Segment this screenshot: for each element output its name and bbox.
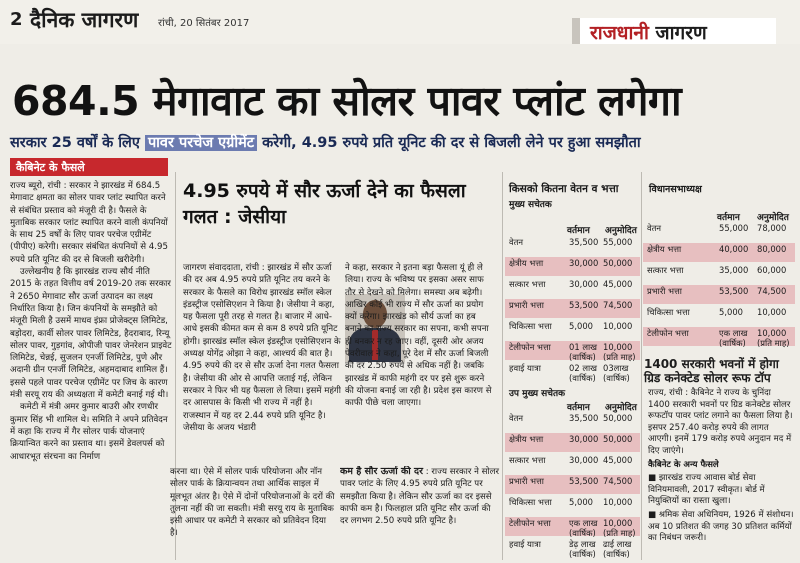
speaker-current: 35,000 — [719, 265, 749, 275]
speaker-current: 53,500 — [719, 286, 749, 296]
speaker-row — [643, 264, 795, 283]
chief-whip-approved: 03लाख (वार्षिक) — [603, 363, 630, 383]
col-head-approved: अनुमोदित — [605, 226, 637, 236]
chief-whip-label: टेलीफोन भत्ता — [509, 342, 551, 352]
chief-whip-row — [505, 299, 640, 318]
speaker-row — [643, 285, 795, 304]
deputy-whip-label: क्षेत्रीय भत्ता — [509, 434, 544, 444]
deputy-whip-row — [505, 475, 640, 494]
speaker-approved: 60,000 — [757, 265, 787, 275]
deputy-whip-row — [505, 454, 640, 473]
deputy-whip-approved: 10,000 — [603, 497, 633, 507]
chief-whip-row — [505, 236, 640, 255]
deputy-whip-row — [505, 433, 640, 452]
salary-table — [505, 178, 640, 562]
speaker-current: एक लाख (वार्षिक) — [719, 328, 748, 348]
main-headline: 684.5 मेगावाट का सोलर पावर प्लांट लगेगा — [12, 77, 682, 125]
deputy-whip-row — [505, 517, 640, 536]
speaker-col-head-current: वर्तमान — [717, 213, 740, 223]
deputy-whip-current: 5,000 — [569, 497, 593, 507]
rooftop-headline: 1400 सरकारी भवनों में होगा ग्रिड कनेक्टेड सोलर रूफ टॉप — [644, 357, 779, 385]
col1-para-3: कमेटी में मंत्री अमर कुमार बाउरी और रणधीर कुमार सिंह भी शामिल थे। समिति ने अपने प्रतिवेदन में कहा कि राज्य में गैर सोलर पार्क योजनाएं क्रियान्वित करने का प्रस्ताव था। इसमें डेवलपर्स को आधारभूत संरचना का निर्माण — [10, 402, 168, 462]
chief-whip-approved: 55,000 — [603, 237, 633, 247]
deputy-whip-row — [505, 496, 640, 515]
chief-whip-label: सत्कार भत्ता — [509, 279, 546, 289]
other-decisions-head: कैबिनेट के अन्य फैसले — [648, 459, 719, 470]
chief-whip-approved: 45,000 — [603, 279, 633, 289]
chief-whip-label: चिकित्सा भत्ता — [509, 321, 552, 331]
rate-box-body: : राज्य सरकार ने सोलर पावर प्लांट के लिए 4.95 रुपये प्रति यूनिट पर समझौता किया है। लेकिन सौर ऊर्जा का दर इससे काफी कम है। फिलहाल प्रति यूनिट सौर ऊर्जा की दर लगभग 2.50 रुपये प्रति यूनिट है। — [340, 467, 499, 527]
chief-whip-current: 01 लाख (वार्षिक) — [569, 342, 598, 362]
chief-whip-current: 5,000 — [569, 321, 593, 331]
chief-whip-row — [505, 278, 640, 297]
paper-name: दैनिक जागरण — [30, 8, 139, 32]
speaker-label: क्षेत्रीय भत्ता — [647, 244, 682, 254]
speaker-approved: 74,500 — [757, 286, 787, 296]
rate-box — [340, 466, 500, 562]
col-head-current: वर्तमान — [567, 226, 590, 236]
speaker-row — [643, 243, 795, 262]
col-head-approved-2: अनुमोदित — [605, 403, 637, 413]
deputy-whip-approved: 10,000 (प्रति माह) — [603, 518, 636, 538]
deputy-whip-row — [505, 412, 640, 431]
rooftop-text: राज्य, रांची : कैबिनेट ने राज्य के चुनिंदा 1400 सरकारी भवनों पर ग्रिड कनेक्टेड सोलर रूफटॉप पावर प्लांट लगाने का फैसला लिया है। इसपर 257.40 करोड़ रुपये की लागत आएगी। इनमें 179 करोड़ रुपये अनुदान मद में दिए जाएंगे। — [648, 388, 793, 456]
chief-whip-current: 30,000 — [569, 258, 599, 268]
cabinet-decisions-tag: कैबिनेट के फैसले — [10, 158, 168, 176]
col1-para-1: राज्य ब्यूरो, रांची : सरकार ने झारखंड में 684.5 मेगावाट क्षमता का सोलर पावर प्लांट स्थापित करने से संबंधित प्रस्ताव को मंजूरी दी है। फैसले के मुताबिक सरकार प्लांट स्थापित करने वाली कंपनियों के साथ 25 वर्षों के लिए पावर परचेज एग्रीमेंट (पीपीए) करेगी। सरकार संबंधित कंपनियों से 4.95 रुपये प्रति यूनिट की दर से बिजली खरीदेगी। — [10, 181, 168, 265]
deputy-whip-label: चिकित्सा भत्ता — [509, 497, 552, 507]
deputy-whip-current: 30,000 — [569, 455, 599, 465]
chief-whip-row — [505, 341, 640, 360]
jesia-title: 4.95 रुपये में सौर ऊर्जा देने का फैसला गलत : जेसीया — [183, 180, 466, 228]
speaker-row — [643, 222, 795, 241]
deputy-whip-current: 35,500 — [569, 413, 599, 423]
deputy-whip-approved: 45,000 — [603, 455, 633, 465]
col-head-current-2: वर्तमान — [567, 403, 590, 413]
subheadline — [10, 132, 800, 152]
deputy-whip-label: प्रभारी भत्ता — [509, 476, 544, 486]
article-col-2-bottom — [170, 466, 336, 562]
chief-whip-row — [505, 362, 640, 381]
deputy-whip-label: सत्कार भत्ता — [509, 455, 546, 465]
chief-whip-approved: 10,000 — [603, 321, 633, 331]
chief-whip-current: 02 लाख (वार्षिक) — [569, 363, 598, 383]
speaker-label: चिकित्सा भत्ता — [647, 307, 690, 317]
deputy-whip-current: 53,500 — [569, 476, 599, 486]
chief-whip-label: प्रभारी भत्ता — [509, 300, 544, 310]
chief-whip-current: 30,000 — [569, 279, 599, 289]
chief-whip-current: 53,500 — [569, 300, 599, 310]
deputy-whip-row — [505, 538, 640, 557]
section-chief-whip: मुख्य सचेतक — [509, 200, 552, 210]
speaker-row — [643, 306, 795, 325]
speaker-current: 55,000 — [719, 223, 749, 233]
chief-whip-approved: 10,000 (प्रति माह) — [603, 342, 636, 362]
jesia-para-2: ने कहा, सरकार ने इतना बड़ा फैसला यूं ही ले लिया। राज्य के भविष्य पर इसका असर साफ तौर से देखने को मिलेगा। समस्या अब बढ़ेगी। आखिर कोई भी राज्य में सौर ऊर्जा का प्रयोग क्यों करेगा। झारखंड को सौर्य ऊर्जा का हब बनाने का राज्य सरकार का सपना, कभी सपना ही बनकर न रह जाए। वहीं, दूसरी ओर अजय पेवरीवाल ने कहा, पूरे देश में सौर ऊर्जा बिजली की दर 2.50 रुपये से अधिक नहीं है। जबकि झारखंड में काफी महंगी दर पर इसे शुरू करने की योजना बनाई जा रही है। प्रदेश इस कारण से काफी पीछे चला जाएगा। — [345, 263, 492, 409]
deputy-whip-label: टेलीफोन भत्ता — [509, 518, 551, 528]
section-banner — [572, 18, 776, 44]
decision-bullet-2: ■ श्रमिक सेवा अधिनियम, 1926 में संशोधन। अब 10 प्रतिशत की जगह 30 प्रतिशत कर्मियों का निबंधन जरूरी। — [648, 509, 794, 544]
column-rule-3 — [641, 172, 642, 560]
deputy-whip-approved: 50,000 — [603, 413, 633, 423]
speaker-label: प्रभारी भत्ता — [647, 286, 682, 296]
speaker-label: टेलीफोन भत्ता — [647, 328, 689, 338]
section-deputy-chief-whip-title: उप मुख्य सचेतक — [509, 389, 566, 399]
masthead-strip — [0, 0, 800, 44]
chief-whip-label: वेतन — [509, 237, 524, 247]
col1-para-2: उल्लेखनीय है कि झारखंड राज्य सौर्य नीति 2015 के तहत वित्तीय वर्ष 2019-20 तक सरकार ने 2650 मेगावाट सौर ऊर्जा उत्पादन का लक्ष्य निर्धारित किया है। जिन कंपनियों के समझौते को मंजूरी मिली है उसमें माधव इंफ्रा प्रोजेक्ट्स लिमिटेड, बड़ोदरा, कार्वी सोलर पावर लिमिटेड, हैदराबाद, रिन्यू सोलर पावर, गुड़गांव, ओपीजी पावर जेनरेशन प्राइवेट लिमिटेड, चेन्नई, सुजलन एनर्जी लिमिटेड, पुणे और अदानी ग्रीन एनर्जी लिमिटेड, अहमदाबाद शामिल हैं। इससे पहले पावर परचेज एग्रीमेंट पर जिच के कारण मंत्री सरयू राय की अध्यक्षता में कमेटी बनाई गई थी। — [10, 267, 172, 401]
dateline: रांची, 20 सितंबर 2017 — [158, 18, 250, 29]
subheadline-highlight: पावर परचेज एग्रीमेंट — [145, 135, 257, 151]
speaker-table-title: विधानसभाध्यक्ष — [649, 184, 702, 195]
salary-table-title: किसको कितना वेतन व भत्ता — [509, 183, 619, 195]
deputy-whip-approved: 50,000 — [603, 434, 633, 444]
deputy-whip-current: 30,000 — [569, 434, 599, 444]
speaker-current: 5,000 — [719, 307, 743, 317]
speaker-col-head-approved: अनुमोदित — [757, 213, 789, 223]
speaker-approved: 10,000 — [757, 307, 787, 317]
speaker-label: वेतन — [647, 223, 662, 233]
chief-whip-label: हवाई यात्रा — [509, 363, 541, 373]
chief-whip-approved: 74,500 — [603, 300, 633, 310]
speaker-row — [643, 327, 795, 346]
deputy-whip-current: एक लाख (वार्षिक) — [569, 518, 598, 538]
col2-para-3: करना था। ऐसे में सोलर पार्क परियोजना और नॉन सोलर पार्क के क्रियान्वयन तथा आर्थिक साइल में मूलभूत अंतर है। ऐसे में दोनों परियोजनाओं के दरों की तुलना नहीं की जा सकती। मंत्री सरयू राय के मुताबिक इसी आधार पर कमेटी ने सरकार को प्रतिवेदन दिया है। — [170, 467, 335, 539]
deputy-whip-approved: 74,500 — [603, 476, 633, 486]
rooftop-body — [648, 388, 794, 545]
deputy-whip-approved: ढाई लाख (वार्षिक) — [603, 539, 632, 559]
speaker-current: 40,000 — [719, 244, 749, 254]
speaker-approved: 78,000 — [757, 223, 787, 233]
page-number: 2 — [10, 9, 23, 30]
chief-whip-row — [505, 320, 640, 339]
section-name-b: जागरण — [655, 22, 707, 44]
column-rule-2 — [502, 172, 503, 560]
chief-whip-current: 35,500 — [569, 237, 599, 247]
subheadline-after: करेगी, 4.95 रुपये प्रति यूनिट की दर से बिजली लेने पर हुआ समझौता — [262, 135, 641, 151]
rate-box-head: कम है सौर ऊर्जा की दर — [340, 466, 423, 477]
speaker-approved: 80,000 — [757, 244, 787, 254]
subheadline-before: सरकार 25 वर्षों के लिए — [10, 135, 140, 151]
deputy-whip-label: हवाई यात्रा — [509, 539, 541, 549]
jesia-para-1: जागरण संवाददाता, रांची : झारखंड में सौर ऊर्जा की दर अब 4.95 रुपये प्रति यूनिट तय करने के सरकार के फैसले का विरोध झारखंड स्मॉल स्केल इंडस्ट्रीज एसोसिएशन ने किया है। जेसीया ने कहा, यह फैसला पूरी तरह से गलत है। बाजार में आधे-आधे इसकी कीमत कम से कम 8 रुपये प्रति यूनिट होगी। झारखंड स्मॉल स्केल इंडस्ट्रीज एसोसिएशन के अध्यक्ष योगेंद्र ओझा ने कहा, आश्चर्य की बात है। 4.95 रुपये की दर से सौर ऊर्जा देना गलत फैसला है। जेसीया की ओर से आपत्ति जताई गई, लेकिन सरकार ने फिर भी यह फैसला ले लिया। इसमें महंगी दर आसपास के किसी भी राज्य में नहीं है। राजस्थान में यह दर 2.44 रुपये प्रति यूनिट है। जेसीया के अजय भंडारी — [183, 263, 341, 433]
speaker-table — [643, 178, 795, 356]
chief-whip-approved: 50,000 — [603, 258, 633, 268]
deputy-whip-current: डेढ़ लाख (वार्षिक) — [569, 539, 596, 559]
chief-whip-row — [505, 257, 640, 276]
decision-bullet-1: ■ झारखंड राज्य आवास बोर्ड सेवा विनियमावली, 2017 स्वीकृत। बोर्ड में नियुक्तियों का रास्ता खुला। — [648, 473, 765, 507]
jesia-box — [183, 178, 483, 258]
deputy-whip-label: वेतन — [509, 413, 524, 423]
jesia-col-b — [345, 262, 495, 452]
speaker-label: सत्कार भत्ता — [647, 265, 684, 275]
section-name-a: राजधानी — [590, 22, 649, 44]
speaker-approved: 10,000 (प्रति माह) — [757, 328, 790, 348]
jesia-col-a — [183, 262, 341, 460]
article-col-1 — [10, 180, 172, 560]
chief-whip-label: क्षेत्रीय भत्ता — [509, 258, 544, 268]
